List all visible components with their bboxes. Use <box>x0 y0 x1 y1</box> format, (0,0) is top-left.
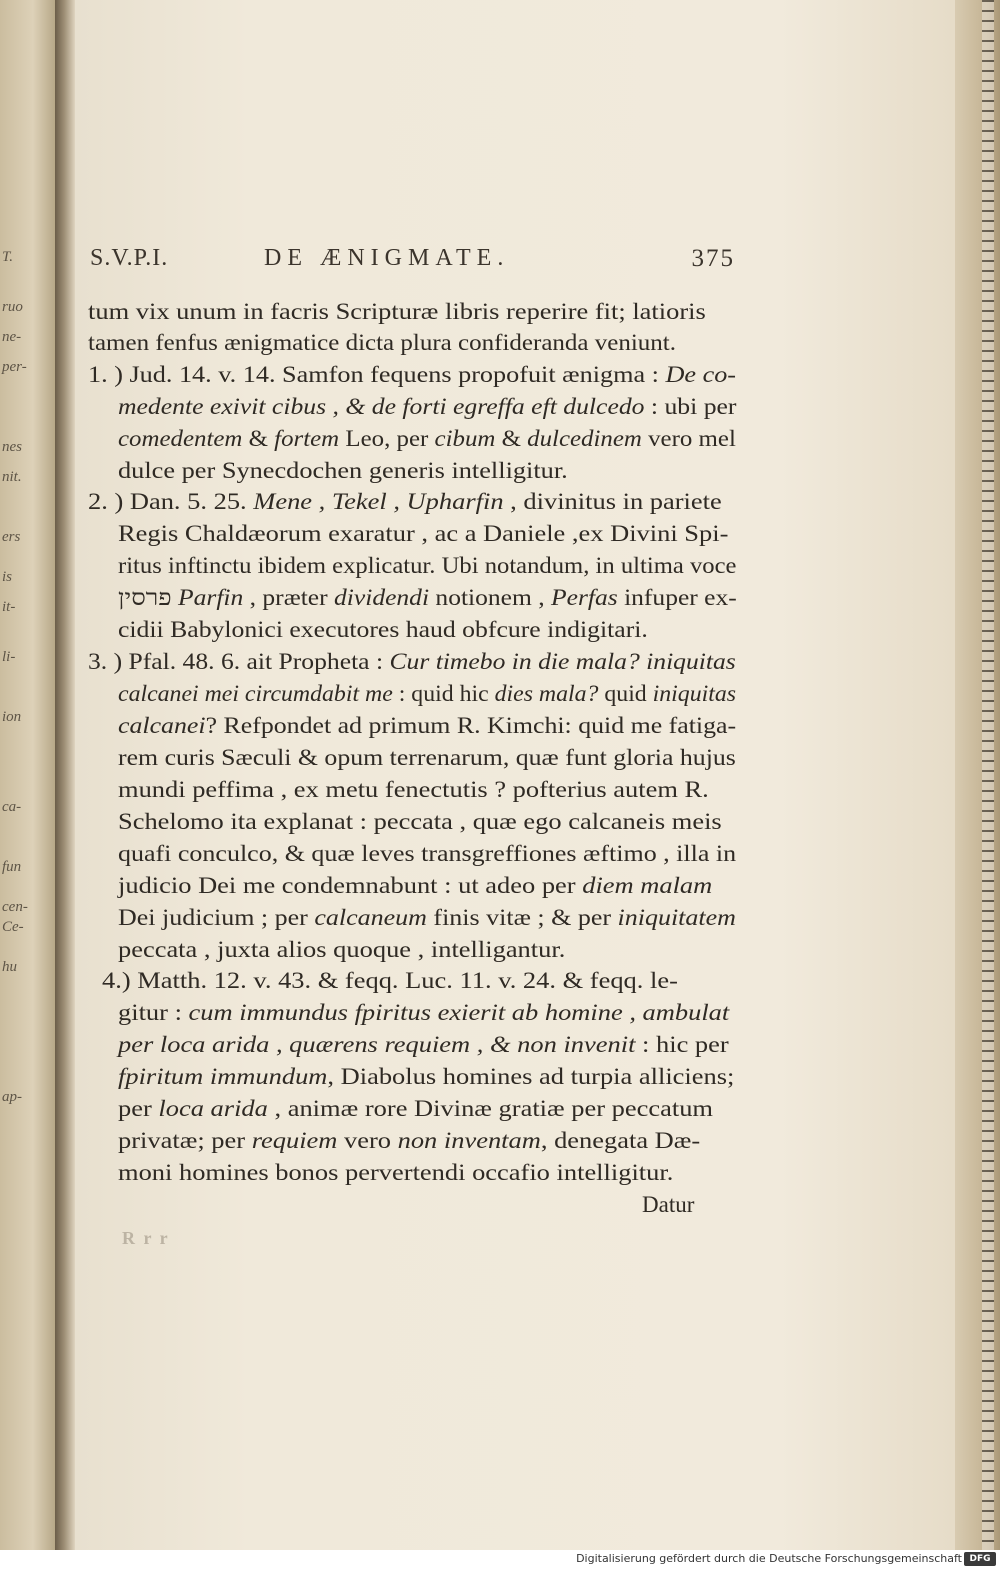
italic-segment: diem malam <box>582 873 713 898</box>
italic-segment: Mene , Tekel , Upharfin <box>253 489 504 514</box>
text-segment: 1. ) Jud. 14. v. 14. Samfon fequens propofuit ænigma : <box>88 362 666 387</box>
margin-fragment: cen- <box>2 899 28 915</box>
italic-segment: requiem <box>251 1128 338 1153</box>
text-segment: quafi conculco, & quæ leves transgreffiones æftimo , illa in <box>118 841 737 866</box>
text-line <box>88 487 722 517</box>
text-segment: per <box>118 1096 159 1121</box>
text-segment: ? Refpondet ad primum R. Kimchi: quid me fatiga- <box>205 713 737 738</box>
text-line <box>118 1062 734 1092</box>
page-number: 375 <box>691 245 735 272</box>
text-line <box>118 1030 729 1060</box>
text-segment: , præter <box>243 585 335 610</box>
text-segment: 3. ) Pfal. 48. 6. ait Propheta : <box>88 649 390 674</box>
text-line <box>88 647 736 677</box>
text-segment: , animæ rore Divinæ gratiæ per peccatum <box>267 1096 713 1121</box>
margin-fragment: ne- <box>2 329 22 345</box>
text-segment: פרסין <box>118 585 179 610</box>
margin-fragment: nit. <box>2 469 22 485</box>
text-line <box>118 1126 700 1156</box>
margin-fragment: it- <box>2 599 16 615</box>
text-line <box>118 775 709 805</box>
text-line <box>88 297 706 327</box>
header-left: S.V.P.I. <box>90 245 169 271</box>
margin-fragment: ruo <box>2 299 23 315</box>
italic-segment: iniquitatem <box>617 905 736 930</box>
italic-segment: De co- <box>665 362 737 387</box>
italic-segment: calcanei <box>118 713 206 738</box>
left-page-edge <box>0 0 55 1550</box>
text-segment: judicio Dei me condemnabunt : ut adeo per <box>118 873 583 898</box>
text-line <box>118 551 736 581</box>
text-segment: gitur : <box>118 1000 189 1025</box>
text-segment: 4.) Matth. 12. v. 43. & feqq. Luc. 11. v. 24. & feqq. le- <box>102 968 678 993</box>
margin-fragment: nes <box>2 439 22 455</box>
text-segment: moni homines bonos pervertendi occafio intelligitur. <box>118 1160 674 1185</box>
italic-segment: comedentem <box>118 426 243 451</box>
catchword: Datur <box>642 1192 695 1217</box>
italic-segment: Parfin <box>178 585 244 610</box>
italic-segment: dividendi <box>334 585 430 610</box>
margin-fragment: Ce- <box>2 919 24 935</box>
margin-fragment: ca- <box>2 799 22 815</box>
italic-segment: cibum <box>434 426 496 451</box>
text-line <box>118 519 728 549</box>
margin-fragment: ap- <box>2 1089 22 1105</box>
text-line <box>118 424 736 454</box>
text-segment: tamen fenfus ænigmatice dicta plura confideranda veniunt. <box>88 330 677 355</box>
text-line <box>118 807 722 837</box>
text-line <box>118 871 712 901</box>
text-line <box>88 328 676 358</box>
italic-segment: Cur timebo in die mala? iniquitas <box>389 649 736 674</box>
margin-fragment: is <box>2 569 13 585</box>
dfg-logo: DFG <box>964 1552 996 1566</box>
digitization-credit: Digitalisierung gefördert durch die Deutsche Forschungsgemeinschaft <box>576 1552 962 1565</box>
italic-segment: calcanei mei circumdabit me <box>118 681 393 706</box>
running-header <box>90 245 740 279</box>
margin-fragment: li- <box>2 649 16 665</box>
italic-segment: fortem <box>274 426 340 451</box>
italic-segment: iniquitas <box>652 681 736 706</box>
text-segment: Dei judicium ; per <box>118 905 315 930</box>
text-line <box>102 966 678 996</box>
italic-segment: loca arida <box>158 1096 268 1121</box>
text-line <box>118 1158 673 1188</box>
text-segment: Schelomo ita explanat : peccata , quæ ego calcaneis meis <box>118 809 722 834</box>
italic-segment: per loca arida , quærens requiem , & non invenit <box>118 1032 636 1057</box>
margin-fragment: ion <box>2 709 22 725</box>
text-line <box>118 711 736 741</box>
italic-segment: Perfas <box>551 585 618 610</box>
text-line <box>118 1094 713 1124</box>
text-line <box>118 583 737 613</box>
text-segment: ritus inftinctu ibidem explicatur. Ubi notandum, in ultima voce <box>118 553 737 578</box>
text-segment: rem curis Sæculi & opum terrenarum, quæ funt gloria hujus <box>118 745 736 770</box>
text-segment: vero <box>337 1128 398 1153</box>
text-line <box>118 998 729 1028</box>
italic-segment: calcaneum <box>314 905 427 930</box>
text-segment: , divinitus in pariete <box>503 489 722 514</box>
text-segment: , Diabolus homines ad turpia alliciens; <box>327 1064 735 1089</box>
margin-fragment: hu <box>2 959 17 975</box>
text-segment: finis vitæ ; & per <box>426 905 618 930</box>
header-title: DE ÆNIGMATE. <box>264 245 510 271</box>
text-segment: mundi peffima , ex metu fenectutis ? pofterius autem R. <box>118 777 709 802</box>
text-segment: privatæ; per <box>118 1128 252 1153</box>
margin-fragment: per- <box>2 359 27 375</box>
text-line <box>118 456 568 486</box>
text-line <box>118 392 736 422</box>
text-line <box>88 360 736 390</box>
text-line <box>118 903 736 933</box>
italic-segment: dies mala? <box>494 681 599 706</box>
text-line <box>118 743 736 773</box>
text-segment: vero mel <box>641 426 736 451</box>
text-segment: quid <box>598 681 653 706</box>
text-segment: infuper ex- <box>617 585 737 610</box>
text-line <box>118 615 648 645</box>
book-gutter <box>55 0 75 1550</box>
text-segment: tum vix unum in facris Scripturæ libris reperire fit; latioris <box>88 299 706 324</box>
text-segment: Regis Chaldæorum exaratur , ac a Daniele ,ex Divini Spi- <box>118 521 729 546</box>
text-segment: 2. ) Dan. 5. 25. <box>88 489 254 514</box>
margin-fragment: fun <box>2 859 22 875</box>
italic-segment: medente exivit cibus , & de forti egreffa eft dulcedo <box>118 394 645 419</box>
text-segment: dulce per Synecdochen generis intelligitur. <box>118 458 568 483</box>
text-segment: peccata , juxta alios quoque , intelligantur. <box>118 937 566 962</box>
signature-mark: R r r <box>122 1228 170 1248</box>
scale-ruler <box>982 0 994 1550</box>
text-line <box>118 935 565 965</box>
text-segment: notionem , <box>429 585 552 610</box>
text-segment: : hic per <box>635 1032 729 1057</box>
text-segment: , denegata Dæ- <box>540 1128 701 1153</box>
margin-fragment: T. <box>2 249 13 265</box>
text-segment: & <box>242 426 275 451</box>
italic-segment: cum immundus fpiritus exierit ab homine , ambulat <box>188 1000 730 1025</box>
margin-fragment: ers <box>2 529 21 545</box>
text-segment: Leo, per <box>339 426 435 451</box>
text-segment: : ubi per <box>644 394 737 419</box>
text-segment: : quid hic <box>392 681 495 706</box>
italic-segment: non inventam <box>397 1128 541 1153</box>
text-line <box>118 679 736 709</box>
italic-segment: fpiritum immundum <box>118 1064 328 1089</box>
text-segment: & <box>495 426 528 451</box>
text-segment: cidii Babylonici executores haud obfcure indigitari. <box>118 617 648 642</box>
italic-segment: dulcedinem <box>527 426 642 451</box>
text-line <box>118 839 736 869</box>
